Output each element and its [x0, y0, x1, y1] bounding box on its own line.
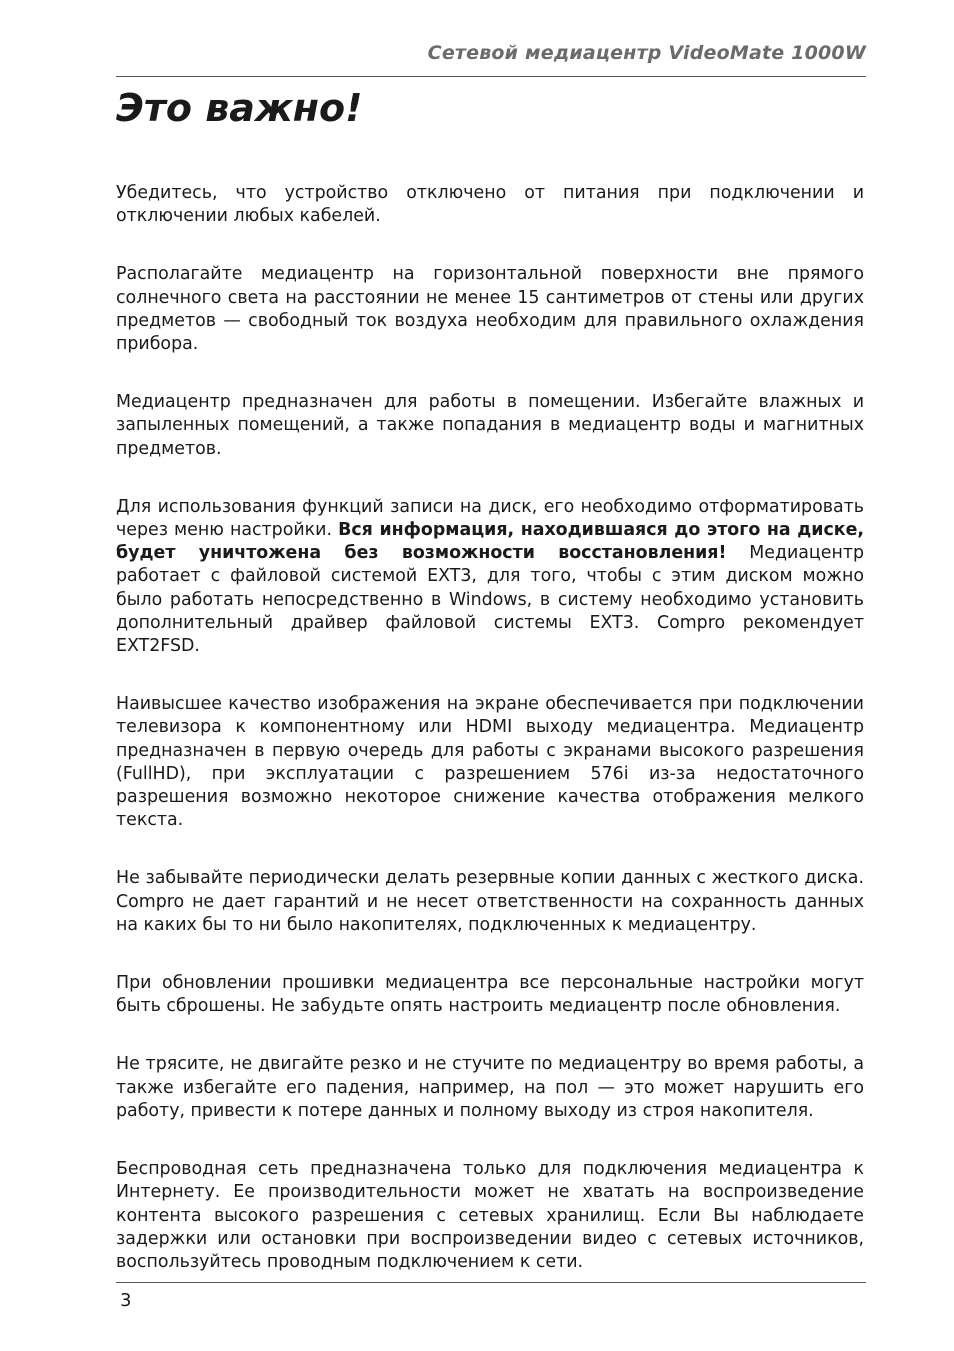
page-title: Это важно! [116, 86, 363, 130]
disk-format-text-before: Для использования функций записи на диск, его необходимо отформатировать через меню настройки. [116, 496, 864, 541]
paragraph-image-quality: Наивысшее качество изображения на экране обеспечивается при подключении телевизора к компонентному или HDMI выходу медиацентра. Медиацентр предназначен в первую очередь для работы с экранами высокого разрешения (FullHD), при эксплуатации с разрешением 576i из-за недостаточного разрешения возможно некоторое снижение качества отображения мелкого текста. [116, 694, 864, 831]
paragraph-backup: Не забывайте периодически делать резервные копии данных с жесткого диска. Compro не дает гарантий и не несет ответственности на сохранность данных на каких бы то ни было накопителях, подключенных к медиацентру. [116, 868, 864, 935]
main-content [116, 182, 864, 1274]
disk-format-warning: Вся информация, находившаяся до этого на диске, будет уничтожена без возможности восстановления! [116, 520, 865, 564]
paragraph-firmware: При обновлении прошивки медиацентра все персональные настройки могут быть сброшены. Не забудьте опять настроить медиацентр после обновления. [116, 973, 864, 1017]
page-number: 3 [120, 1290, 132, 1311]
paragraph-placement: Располагайте медиацентр на горизонтальной поверхности вне прямого солнечного света на расстоянии не менее 15 сантиметров от стены или других предметов — свободный ток воздуха необходим для правильного охлаждения прибора. [116, 264, 864, 355]
paragraph-power: Убедитесь, что устройство отключено от питания при подключении и отключении любых кабелей. [116, 183, 864, 227]
paragraph-wireless: Беспроводная сеть предназначена только для подключения медиацентра к Интернету. Ее производительности может не хватать на воспроизведение контента высокого разрешения с сетевых хранилищ. Если Вы наблюдаете задержки или остановки при воспроизведении видео с сетевых источников, воспользуйтесь проводным подключением к сети. [116, 1159, 864, 1272]
paragraph-handling: Не трясите, не двигайте резко и не стучите по медиацентру во время работы, а также избегайте его падения, например, на пол — это может нарушить его работу, привести к потере данных и полному выходу из строя накопителя. [116, 1054, 864, 1121]
footer-divider [116, 1282, 866, 1283]
paragraph-indoor: Медиацентр предназначен для работы в помещении. Избегайте влажных и запыленных помещений, а также попадания в медиацентр воды и магнитных предметов. [116, 392, 864, 459]
paragraph-disk-format [116, 496, 864, 658]
running-header: Сетевой медиацентр VideoMate 1000W [427, 42, 866, 64]
header-divider [116, 76, 866, 77]
disk-format-text-after: Медиацентр работает с файловой системой EXT3, для того, чтобы с этим диском можно было работать непосредственно в Windows, в систему необходимо установить дополнительный драйвер файловой системы EXT3. Compro рекомендует EXT2FSD. [116, 543, 865, 657]
